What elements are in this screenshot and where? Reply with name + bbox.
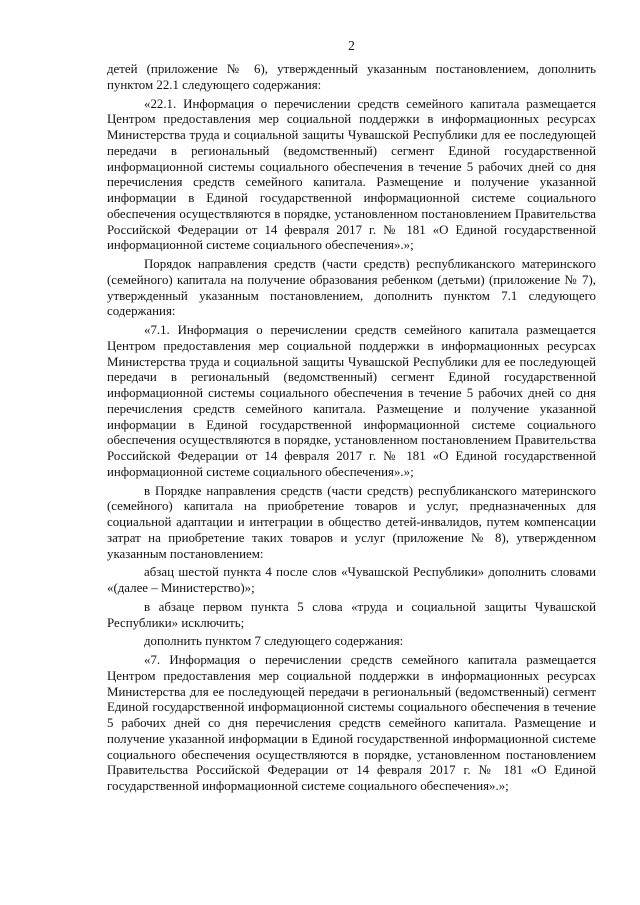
page-number: 2 xyxy=(348,38,355,53)
paragraph-item-7: «7. Информация о перечислении средств семейного капитала размещается Центром предоставления мер социальной поддержки в информационных ресурсах Министерства для ее последующей передачи в региональный (ведомственный) сегмент Единой государственной информационной системы социального обеспечения в течение 5 рабочих дней со дня перечисления средств семейного капитала. Размещение и получение указанной информации в Единой государственной информационной системе социального обеспечения осуществляются в порядке, установленном постановлением Правительства Российской Федерации от 14 февраля 2017 г. № 181 «О Единой государственной информационной системе социального обеспечения».»; xyxy=(107,653,596,793)
paragraph-add-item-7: дополнить пунктом 7 следующего содержания: xyxy=(144,634,404,649)
paragraph-continuation: детей (приложение № 6), утвержденный указанным постановлением, дополнить пунктом 22.1 следующего содержания: xyxy=(107,62,596,92)
paragraph-appendix-8: в Порядке направления средств (части средств) республиканского материнского (семейного) капитала на приобретение товаров и услуг, предназначенных для социальной адаптации и интеграции в общество детей-инвалидов, путем компенсации затрат на приобретение таких товаров и услуг (приложение № 8), утвержденном указанным постановлением: xyxy=(107,483,596,561)
document-page xyxy=(107,38,596,798)
paragraph-appendix-7: Порядок направления средств (части средств) республиканского материнского (семейного) капитала на получение образования ребенком (детьми) (приложение № 7), утвержденный указанным постановлением, дополнить пунктом 7.1 следующего содержания: xyxy=(107,257,596,319)
paragraph-clause-5: в абзаце первом пункта 5 слова «труда и социальной защиты Чувашской Республики» исключить; xyxy=(107,599,596,630)
paragraph-clause-4: абзац шестой пункта 4 после слов «Чувашской Республики» дополнить словами «(далее – Министерство)»; xyxy=(107,565,596,595)
paragraph-item-22-1: «22.1. Информация о перечислении средств семейного капитала размещается Центром предоставления мер социальной поддержки в информационных ресурсах Министерства труда и социальной защиты Чувашской Республики для ее последующей передачи в региональный (ведомственный) сегмент Единой государственной информационной системы социального обеспечения в течение 5 рабочих дней со дня перечисления средств семейного капитала. Размещение и получение указанной информации в Единой государственной информационной системе социального обеспечения осуществляются в порядке, установленном постановлением Правительства Российской Федерации от 14 февраля 2017 г. № 181 «О Единой государственной информационной системе социального обеспечения».»; xyxy=(107,96,596,253)
paragraph-item-7-1: «7.1. Информация о перечислении средств семейного капитала размещается Центром предоставления мер социальной поддержки в информационных ресурсах Министерства труда и социальной защиты Чувашской Республики для ее последующей передачи в региональный (ведомственный) сегмент Единой государственной информационной системы социального обеспечения в течение 5 рабочих дней со дня перечисления средств семейного капитала. Размещение и получение указанной информации в Единой государственной информационной системе социального обеспечения осуществляются в порядке, установленном постановлением Правительства Российской Федерации от 14 февраля 2017 г. № 181 «О Единой государственной информационной системе социального обеспечения».»; xyxy=(107,323,596,479)
